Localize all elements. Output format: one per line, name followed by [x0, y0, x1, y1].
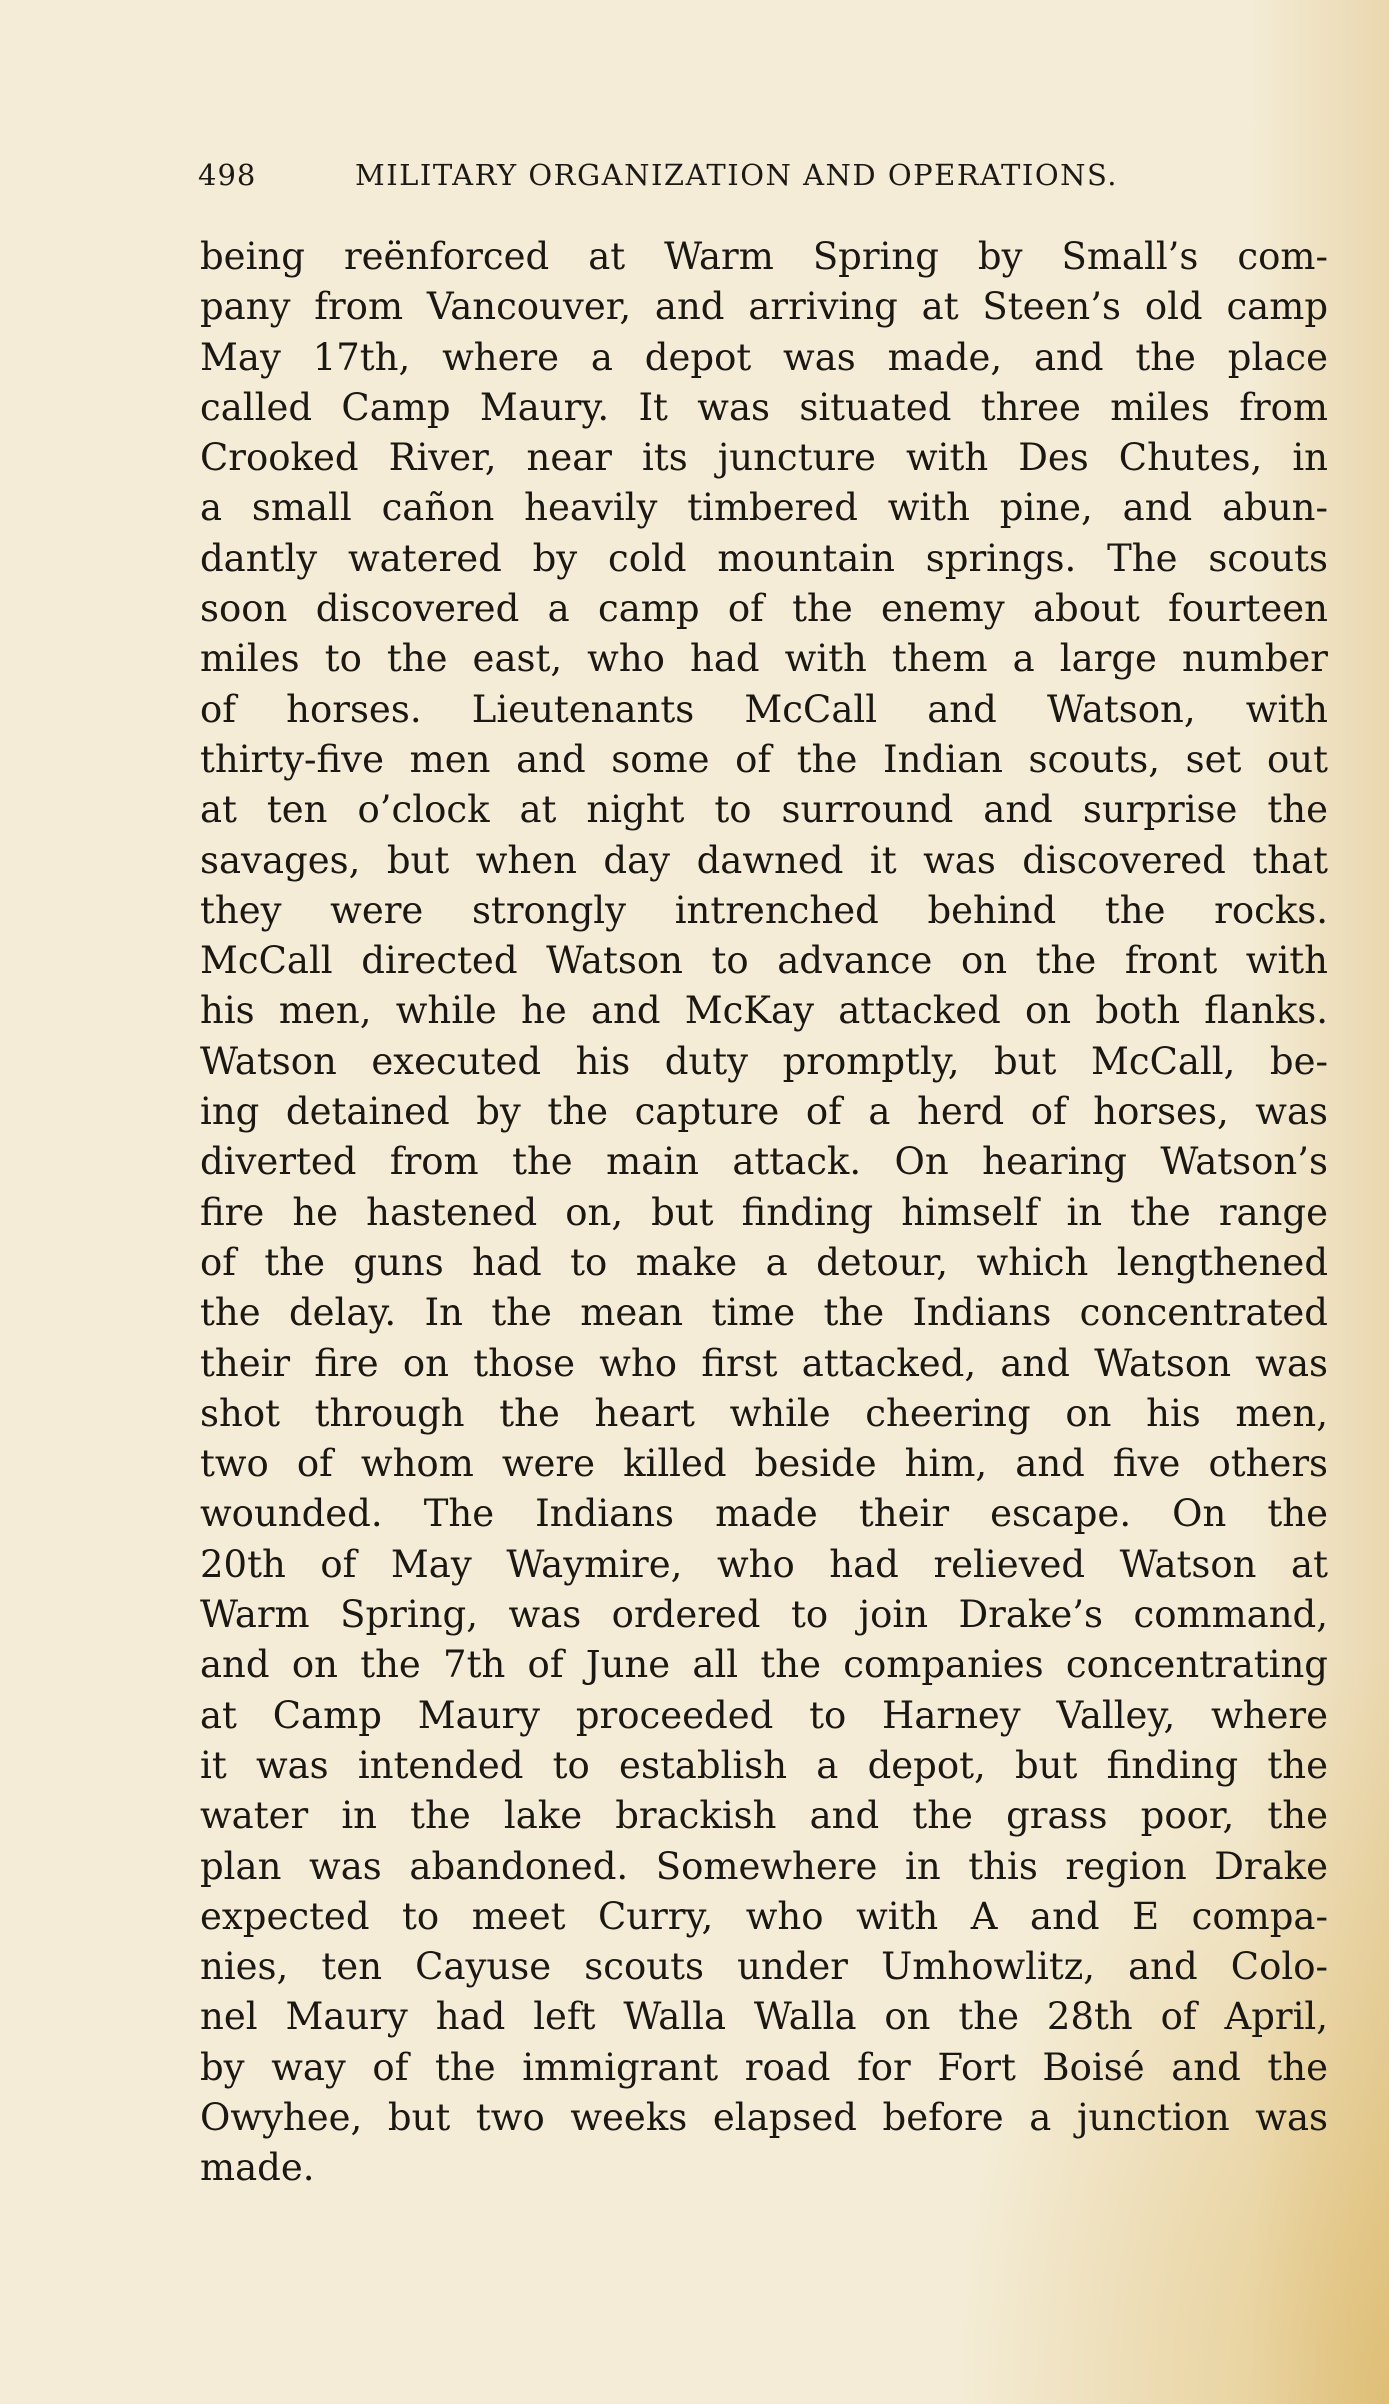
text-line: of the guns had to make a detour, which lengthened [200, 1240, 1328, 1284]
text-line: being reënforced at Warm Spring by Small’s com- [200, 235, 1328, 278]
text-line: 20th of May Waymire, who had relieved Watson at [200, 1542, 1328, 1586]
text-line: Crooked River, near its juncture with Des Chutes, in [200, 436, 1328, 480]
text-line: diverted from the main attack. On hearing Watson’s [200, 1140, 1328, 1184]
text-line: ing detained by the capture of a herd of horses, was [200, 1090, 1328, 1134]
text-line: pany from Vancouver, and arriving at Steen’s old camp [200, 285, 1328, 329]
text-line: at ten o’clock at night to surround and surprise the [200, 788, 1328, 832]
text-line: it was intended to establish a depot, but finding the [200, 1743, 1328, 1787]
text-line: nies, ten Cayuse scouts under Umhowlitz, and Colo- [200, 1945, 1328, 1989]
text-line: made. [200, 2146, 315, 2190]
text-line: plan was abandoned. Somewhere in this region Drake [200, 1844, 1328, 1888]
text-line: McCall directed Watson to advance on the front with [200, 939, 1328, 983]
running-head [198, 158, 1208, 202]
text-line: and on the 7th of June all the companies concentrating [200, 1643, 1328, 1687]
text-line: expected to meet Curry, who with A and E compa- [200, 1894, 1328, 1938]
text-line: fire he hastened on, but finding himself in the range [200, 1190, 1328, 1234]
text-line: they were strongly intrenched behind the rocks. [200, 888, 1328, 932]
text-line: Owyhee, but two weeks elapsed before a junction was [200, 2095, 1328, 2139]
text-line: Warm Spring, was ordered to join Drake’s command, [200, 1593, 1328, 1637]
text-line: shot through the heart while cheering on his men, [200, 1391, 1328, 1435]
running-title: MILITARY ORGANIZATION AND OPERATIONS. [355, 158, 1119, 192]
text-line: May 17th, where a depot was made, and the place [200, 335, 1328, 379]
text-line: nel Maury had left Walla Walla on the 28th of April, [200, 1995, 1328, 2039]
text-line: Watson executed his duty promptly, but McCall, be- [200, 1039, 1328, 1083]
text-line: thirty-five men and some of the Indian scouts, set out [200, 737, 1328, 781]
text-line: by way of the immigrant road for Fort Boisé and the [200, 2045, 1328, 2089]
text-line: the delay. In the mean time the Indians concentrated [200, 1291, 1328, 1335]
text-line: wounded. The Indians made their escape. On the [200, 1492, 1328, 1536]
text-line: savages, but when day dawned it was discovered that [200, 838, 1328, 882]
text-line: dantly watered by cold mountain springs. The scouts [200, 536, 1328, 580]
body-paragraph [200, 232, 1330, 2194]
text-line: a small cañon heavily timbered with pine, and abun- [200, 486, 1328, 530]
page-number: 498 [198, 158, 257, 192]
text-line: their fire on those who first attacked, and Watson was [200, 1341, 1328, 1385]
text-line: at Camp Maury proceeded to Harney Valley, where [200, 1693, 1328, 1737]
text-line: water in the lake brackish and the grass poor, the [200, 1794, 1328, 1838]
text-line: two of whom were killed beside him, and five others [200, 1442, 1328, 1486]
text-line: his men, while he and McKay attacked on both flanks. [200, 989, 1328, 1033]
text-line: soon discovered a camp of the enemy about fourteen [200, 587, 1328, 631]
text-line: called Camp Maury. It was situated three miles from [200, 385, 1328, 429]
text-line: miles to the east, who had with them a large number [200, 637, 1328, 681]
text-line: of horses. Lieutenants McCall and Watson, with [200, 687, 1328, 731]
